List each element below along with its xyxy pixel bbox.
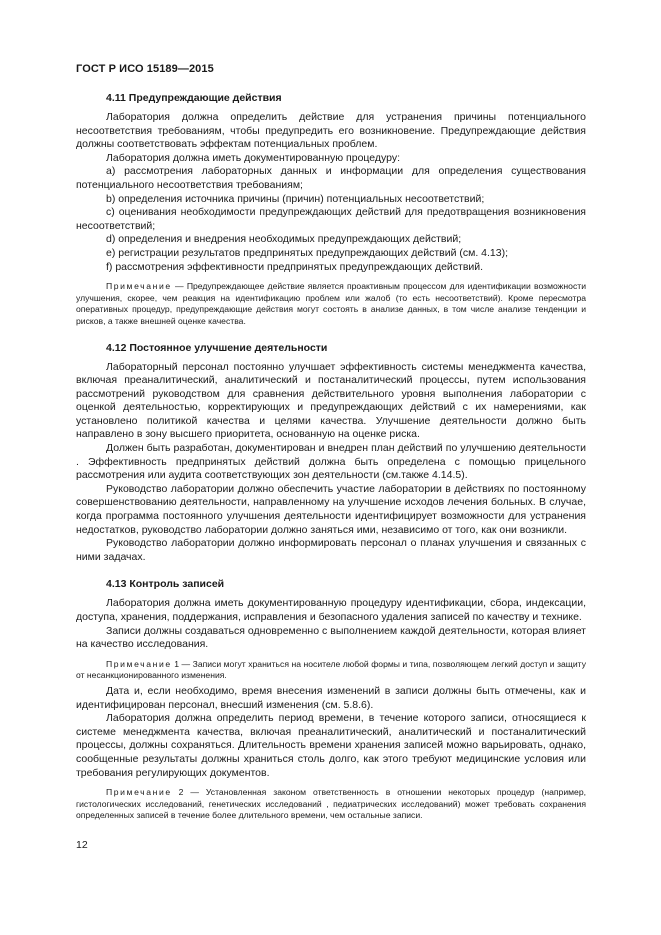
note xyxy=(76,787,586,822)
paragraph: Лаборатория должна определить действие для устранения причины потенциального несоответствия требованиям, чтобы предупредить его возникновение. Предупреждающие действия должны соответствовать эффектам потенциальных проблем. xyxy=(76,111,586,151)
section-4-12 xyxy=(76,341,586,565)
paragraph: Лаборатория должна определить период времени, в течение которого записи, относящиеся к системе менеджмента качества, включая преаналитический, аналитический и постаналитический процессы, должны сохраняться. Длительность времени хранения записей можно варьировать, однако, сообщенные результаты должны храниться столь долго, как этого требуют медицинские условия или требования регулирующих документов. xyxy=(76,712,586,779)
paragraph: Лабораторный персонал постоянно улучшает эффективность системы менеджмента качества, включая преаналитический, аналитический и постаналитический процессы, путем использования рассмотрений руководством для сравнения действительного уровня выполнения лаборатории с оценкой деятельностью, корректирующих и предупреждающих действий с их намерениями, как установлено политикой качества и целями качества. Улучшение деятельности должно быть направлено в зону высшего приоритета, основанную на оценке риска. xyxy=(76,360,586,441)
list-item: d) определения и внедрения необходимых предупреждающих действий; xyxy=(106,233,462,246)
section-4-11 xyxy=(76,91,586,328)
list-item: e) регистрации результатов предпринятых предупреждающих действий (см. 4.13); xyxy=(106,246,509,259)
list-item: b) определения источника причины (причин) потенциальных несоответствий; xyxy=(106,192,485,205)
note-label: Примечание xyxy=(106,658,172,669)
standard-header: ГОСТ Р ИСО 15189—2015 xyxy=(76,63,214,75)
page-number: 12 xyxy=(76,839,88,851)
section-title: 4.13 Контроль записей xyxy=(106,578,225,591)
note-label: Примечание xyxy=(106,281,172,292)
note-text: — Предупреждающее действие является проактивным процессом для идентификации возможности улучшения, скорее, чем реакция на идентификацию проблем или жалоб (то есть несоответствий). Кроме пересмотра оперативных процедур, предупреждающие действия могут состоять в анализе данных, в том числе анализе тенденции и рисков, а также внешней оценке качества. xyxy=(76,281,586,326)
paragraph: Руководство лаборатории должно информировать персонал о планах улучшения и связанных с ними задачах. xyxy=(76,537,586,563)
document-body xyxy=(76,91,586,822)
section-4-13 xyxy=(76,577,586,822)
list-item: a) рассмотрения лабораторных данных и информации для определения существования потенциального несоответствия требованиям; xyxy=(76,165,586,191)
paragraph: Лаборатория должна иметь документированную процедуру: xyxy=(106,151,401,164)
list-item: f) рассмотрения эффективности предпринятых предупреждающих действий. xyxy=(106,260,484,273)
paragraph: Должен быть разработан, документирован и внедрен план действий по улучшению деятельности . Эффективность предпринятых действий должна быть определена с помощью прицельного рассмотрения или аудита соответствующих зон деятельности (см.также 4.14.5). xyxy=(76,442,586,482)
note xyxy=(76,659,586,682)
note-text: 2 — Установленная законом ответственность в отношении некоторых процедур (например, гистологических исследований, генетических исследований , педиатрических исследований) может требовать сохранения определенных записей в течение более длительного времени, чем остальные записи. xyxy=(76,787,586,821)
paragraph: Руководство лаборатории должно обеспечить участие лаборатории в действиях по постоянному совершенствованию деятельности, направленному на улучшение исходов лечения больных. В случае, когда программа постоянного улучшения деятельности идентифицирует возможности для устранения недостатков, руководство лаборатории должно заняться ими, независимо от того, как они возникли. xyxy=(76,482,586,536)
note-text: 1 — Записи могут храниться на носителе любой формы и типа, позволяющем легкий доступ и защиту от несанкционированного изменения. xyxy=(76,658,586,681)
note xyxy=(76,281,586,327)
paragraph: Лаборатория должна иметь документированную процедуру идентификации, сбора, индексации, доступа, хранения, поддержания, исправления и безопасного удаления записей по качеству и технике. xyxy=(76,597,586,623)
paragraph: Записи должны создаваться одновременно с выполнением каждой деятельности, которая влияет на качество исследования. xyxy=(76,624,586,651)
section-title: 4.12 Постоянное улучшение деятельности xyxy=(106,341,328,354)
section-title: 4.11 Предупреждающие действия xyxy=(106,92,282,104)
note-label: Примечание xyxy=(106,787,172,798)
paragraph: Дата и, если необходимо, время внесения изменений в записи должны быть отмечены, как и идентифицирован персонал, внесший изменения (см. 5.8.6). xyxy=(76,684,586,711)
list-item: c) оценивания необходимости предупреждающих действий для предотвращения возникновения несоответствий; xyxy=(76,206,586,232)
